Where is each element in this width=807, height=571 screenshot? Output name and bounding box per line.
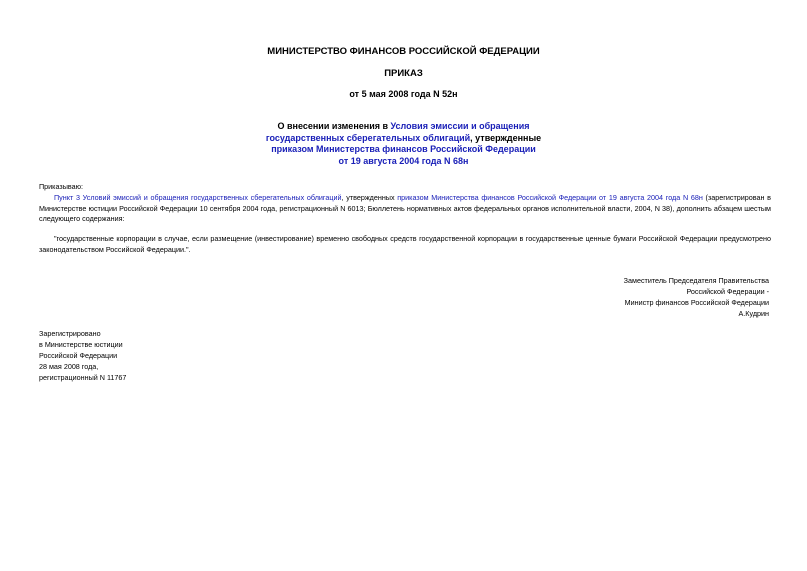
paragraph-1: Пункт 3 Условий эмиссий и обращения государственных сберегательных облигаций, утвержденных приказом Министерства финансов Российской Федерации от 19 августа 2004 года N 68н (зарегистрирован в Министерстве юстиции Российской Федерации 10 сентября 2004 года, регистрационный N 6013; Бюллетень нормативных актов федеральных органов исполнительной власти, 2004, N 38), дополнить абзацем шестым следующего содержания: [39, 193, 772, 224]
order-date-number: от 5 мая 2008 года N 52н [349, 89, 458, 99]
title-link-conditions-cont[interactable]: государственных сберегательных облигаций [265, 132, 471, 143]
title-link-order[interactable]: приказом Министерства финансов Российской Федерации [271, 144, 536, 154]
quoted-paragraph: "государственные корпорации в случае, если размещение (инвестирование) временно свободных средств государственной корпорации в государственные ценные бумаги Российской Федерации предусмотрено законодательством Российской Федерации.". [39, 234, 771, 254]
registration-line-2: в Министерстве юстиции [39, 340, 123, 349]
signature-line-2: Российской Федерации - [686, 287, 769, 296]
ministry-heading: МИНИСТЕРСТВО ФИНАНСОВ РОССИЙСКОЙ ФЕДЕРАЦИИ [267, 46, 540, 57]
intro-text: Приказываю: [39, 182, 83, 191]
signature-name: А.Кудрин [738, 309, 769, 318]
title-link-conditions[interactable]: Условия эмиссии и обращения [390, 121, 530, 131]
document-title [0, 121, 807, 167]
title-line-2: государственных сберегательных облигаций, утвержденные [265, 132, 542, 143]
signature-line-1: Заместитель Председателя Правительства [623, 276, 769, 285]
order-heading: ПРИКАЗ [384, 68, 423, 79]
signature-block [624, 275, 769, 319]
registration-date: 28 мая 2008 года, [39, 362, 99, 371]
para-link-order[interactable]: приказом Министерства финансов Российской Федерации от 19 августа 2004 года N 68н [397, 193, 703, 202]
para-link-conditions[interactable]: Пункт 3 Условий эмиссий и обращения государственных сберегательных облигаций [54, 193, 342, 202]
registration-line-1: Зарегистрировано [39, 329, 101, 338]
signature-line-3: Министр финансов Российской Федерации [624, 298, 769, 307]
registration-block [39, 328, 126, 383]
registration-number: регистрационный N 11767 [39, 373, 127, 382]
title-line-1: О внесении изменения в Условия эмиссии и обращения [277, 121, 530, 131]
title-link-order-date[interactable]: от 19 августа 2004 года N 68н [338, 155, 469, 166]
registration-line-3: Российской Федерации [39, 351, 118, 360]
